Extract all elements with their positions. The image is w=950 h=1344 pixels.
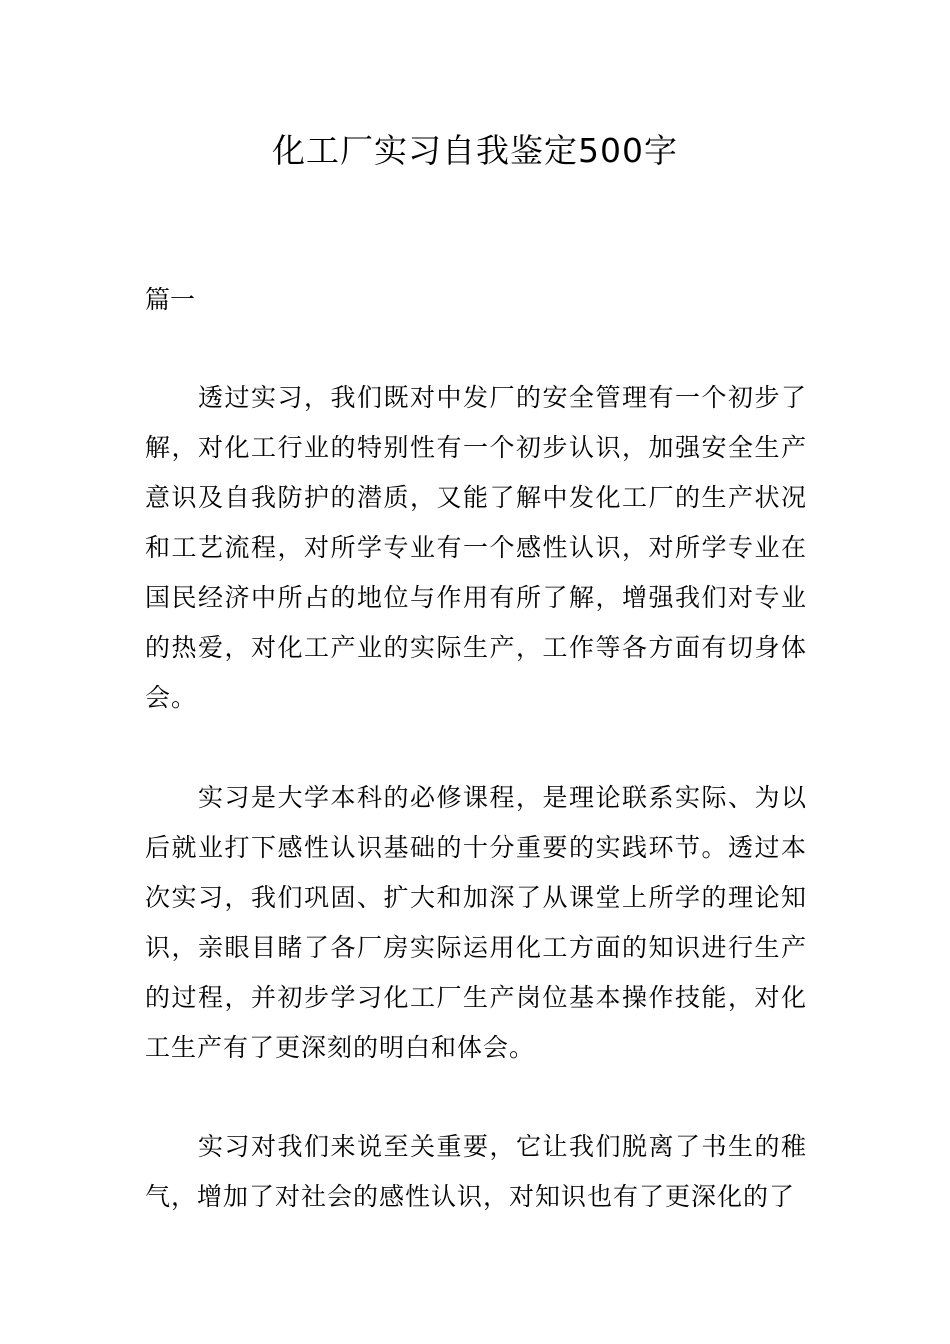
paragraph-2: 实习是大学本科的必修课程，是理论联系实际、为以后就业打下感性认识基础的十分重要的实践环节。透过本次实习，我们巩固、扩大和加深了从课堂上所学的理论知识，亲眼目睹了各厂房实际运用化工方面的知识进行生产的过程，并初步学习化工厂生产岗位基本操作技能，对化工生产有了更深刻的明白和体会。 <box>145 783 807 1062</box>
paragraph-1: 透过实习，我们既对中发厂的安全管理有一个初步了解，对化工行业的特别性有一个初步认识，加强安全生产意识及自我防护的潜质，又能了解中发化工厂的生产状况和工艺流程，对所学专业有一个感性认识，对所学专业在国民经济中所占的地位与作用有所了解，增强我们对专业的热爱，对化工产业的实际生产，工作等各方面有切身体会。 <box>145 383 807 712</box>
document-title: 化工厂实习自我鉴定500字 <box>272 131 678 170</box>
paragraph-3: 实习对我们来说至关重要，它让我们脱离了书生的稚气，增加了对社会的感性认识，对知识也有了更深化的了 <box>145 1132 807 1211</box>
section-heading: 篇一 <box>145 285 196 314</box>
